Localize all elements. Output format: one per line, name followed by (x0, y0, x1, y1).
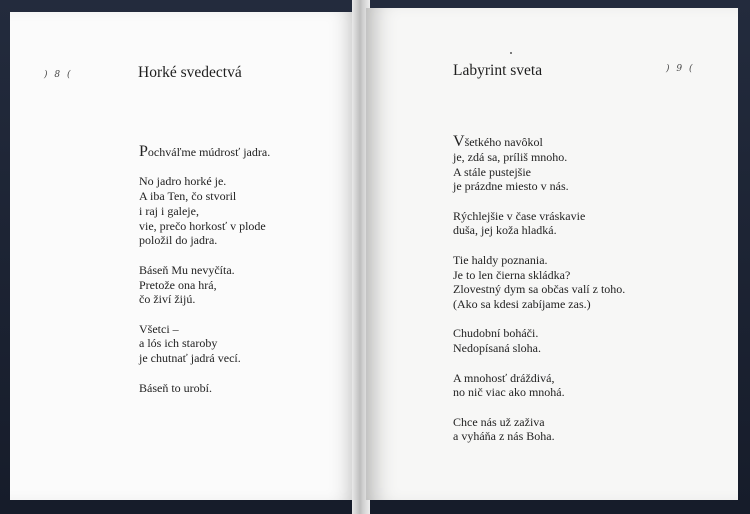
poem-line: No jadro horké je. (139, 174, 227, 189)
poem-line: čo živí žijú. (139, 292, 196, 307)
poem-line: je chutnať jadrá vecí. (139, 351, 241, 366)
poem-line: a vyháňa z nás Boha. (453, 429, 555, 444)
poem-line: Všetci – (139, 321, 179, 336)
poem-stanza (453, 371, 625, 401)
poem-line: Pretože ona hrá, (139, 277, 217, 292)
page-number-left: ) 8 ( (44, 70, 73, 80)
poem-line: A mnohosť dráždivá, (453, 370, 555, 385)
poem-line: Nedopísaná sloha. (453, 341, 541, 356)
poem-stanza (453, 135, 625, 194)
poem-line: je, zdá sa, príliš mnoho. (453, 149, 568, 164)
poem-stanza (139, 174, 270, 248)
poem-title-left: Horké svedectvá (138, 64, 242, 81)
poem-stanza (453, 326, 625, 356)
poem-stanza (139, 381, 270, 396)
poem-line: A stále pustejšie (453, 164, 531, 179)
poem-stanza (139, 145, 270, 160)
poem-line: je prázdne miesto v nás. (453, 179, 569, 194)
poem-stanza (139, 322, 270, 366)
poem-body-left (139, 145, 270, 410)
poem-line: Báseň to urobí. (139, 380, 212, 395)
poem-line: Všetkého navôkol (453, 133, 543, 150)
initial-letter: P (139, 143, 148, 160)
poem-line: Chudobní boháči. (453, 326, 539, 341)
poem-line: Tie haldy poznania. (453, 252, 548, 267)
poem-stanza (139, 263, 270, 307)
page-speck (510, 52, 512, 54)
poem-line: Zlovestný dym sa občas valí z toho. (453, 282, 626, 297)
poem-line: vie, prečo horkosť v plode (139, 218, 266, 233)
page-number-right: ) 9 ( (666, 64, 695, 74)
poem-line: i raj i galeje, (139, 203, 199, 218)
poem-line: Rýchlejšie v čase vráskavie (453, 208, 586, 223)
poem-line: Je to len čierna skládka? (453, 267, 571, 282)
poem-line: A iba Ten, čo stvoril (139, 189, 237, 204)
poem-line: Chce nás už zaživa (453, 414, 545, 429)
poem-title-right: Labyrint sveta (453, 62, 543, 79)
poem-line: a lós ich staroby (139, 336, 218, 351)
poem-line: no nič viac ako mnohá. (453, 385, 565, 400)
poem-line: (Ako sa kdesi zabíjame zas.) (453, 297, 591, 312)
initial-letter: V (453, 133, 465, 150)
poem-line: Pochváľme múdrosť jadra. (139, 143, 271, 160)
poem-stanza (453, 415, 625, 445)
left-page (10, 12, 356, 500)
poem-line: položil do jadra. (139, 233, 218, 248)
poem-line: duša, jej koža hladká. (453, 223, 557, 238)
right-page (366, 8, 738, 500)
poem-line: Báseň Mu nevyčíta. (139, 262, 235, 277)
poem-stanza (453, 253, 625, 312)
poem-stanza (453, 209, 625, 239)
poem-body-right (453, 135, 625, 459)
